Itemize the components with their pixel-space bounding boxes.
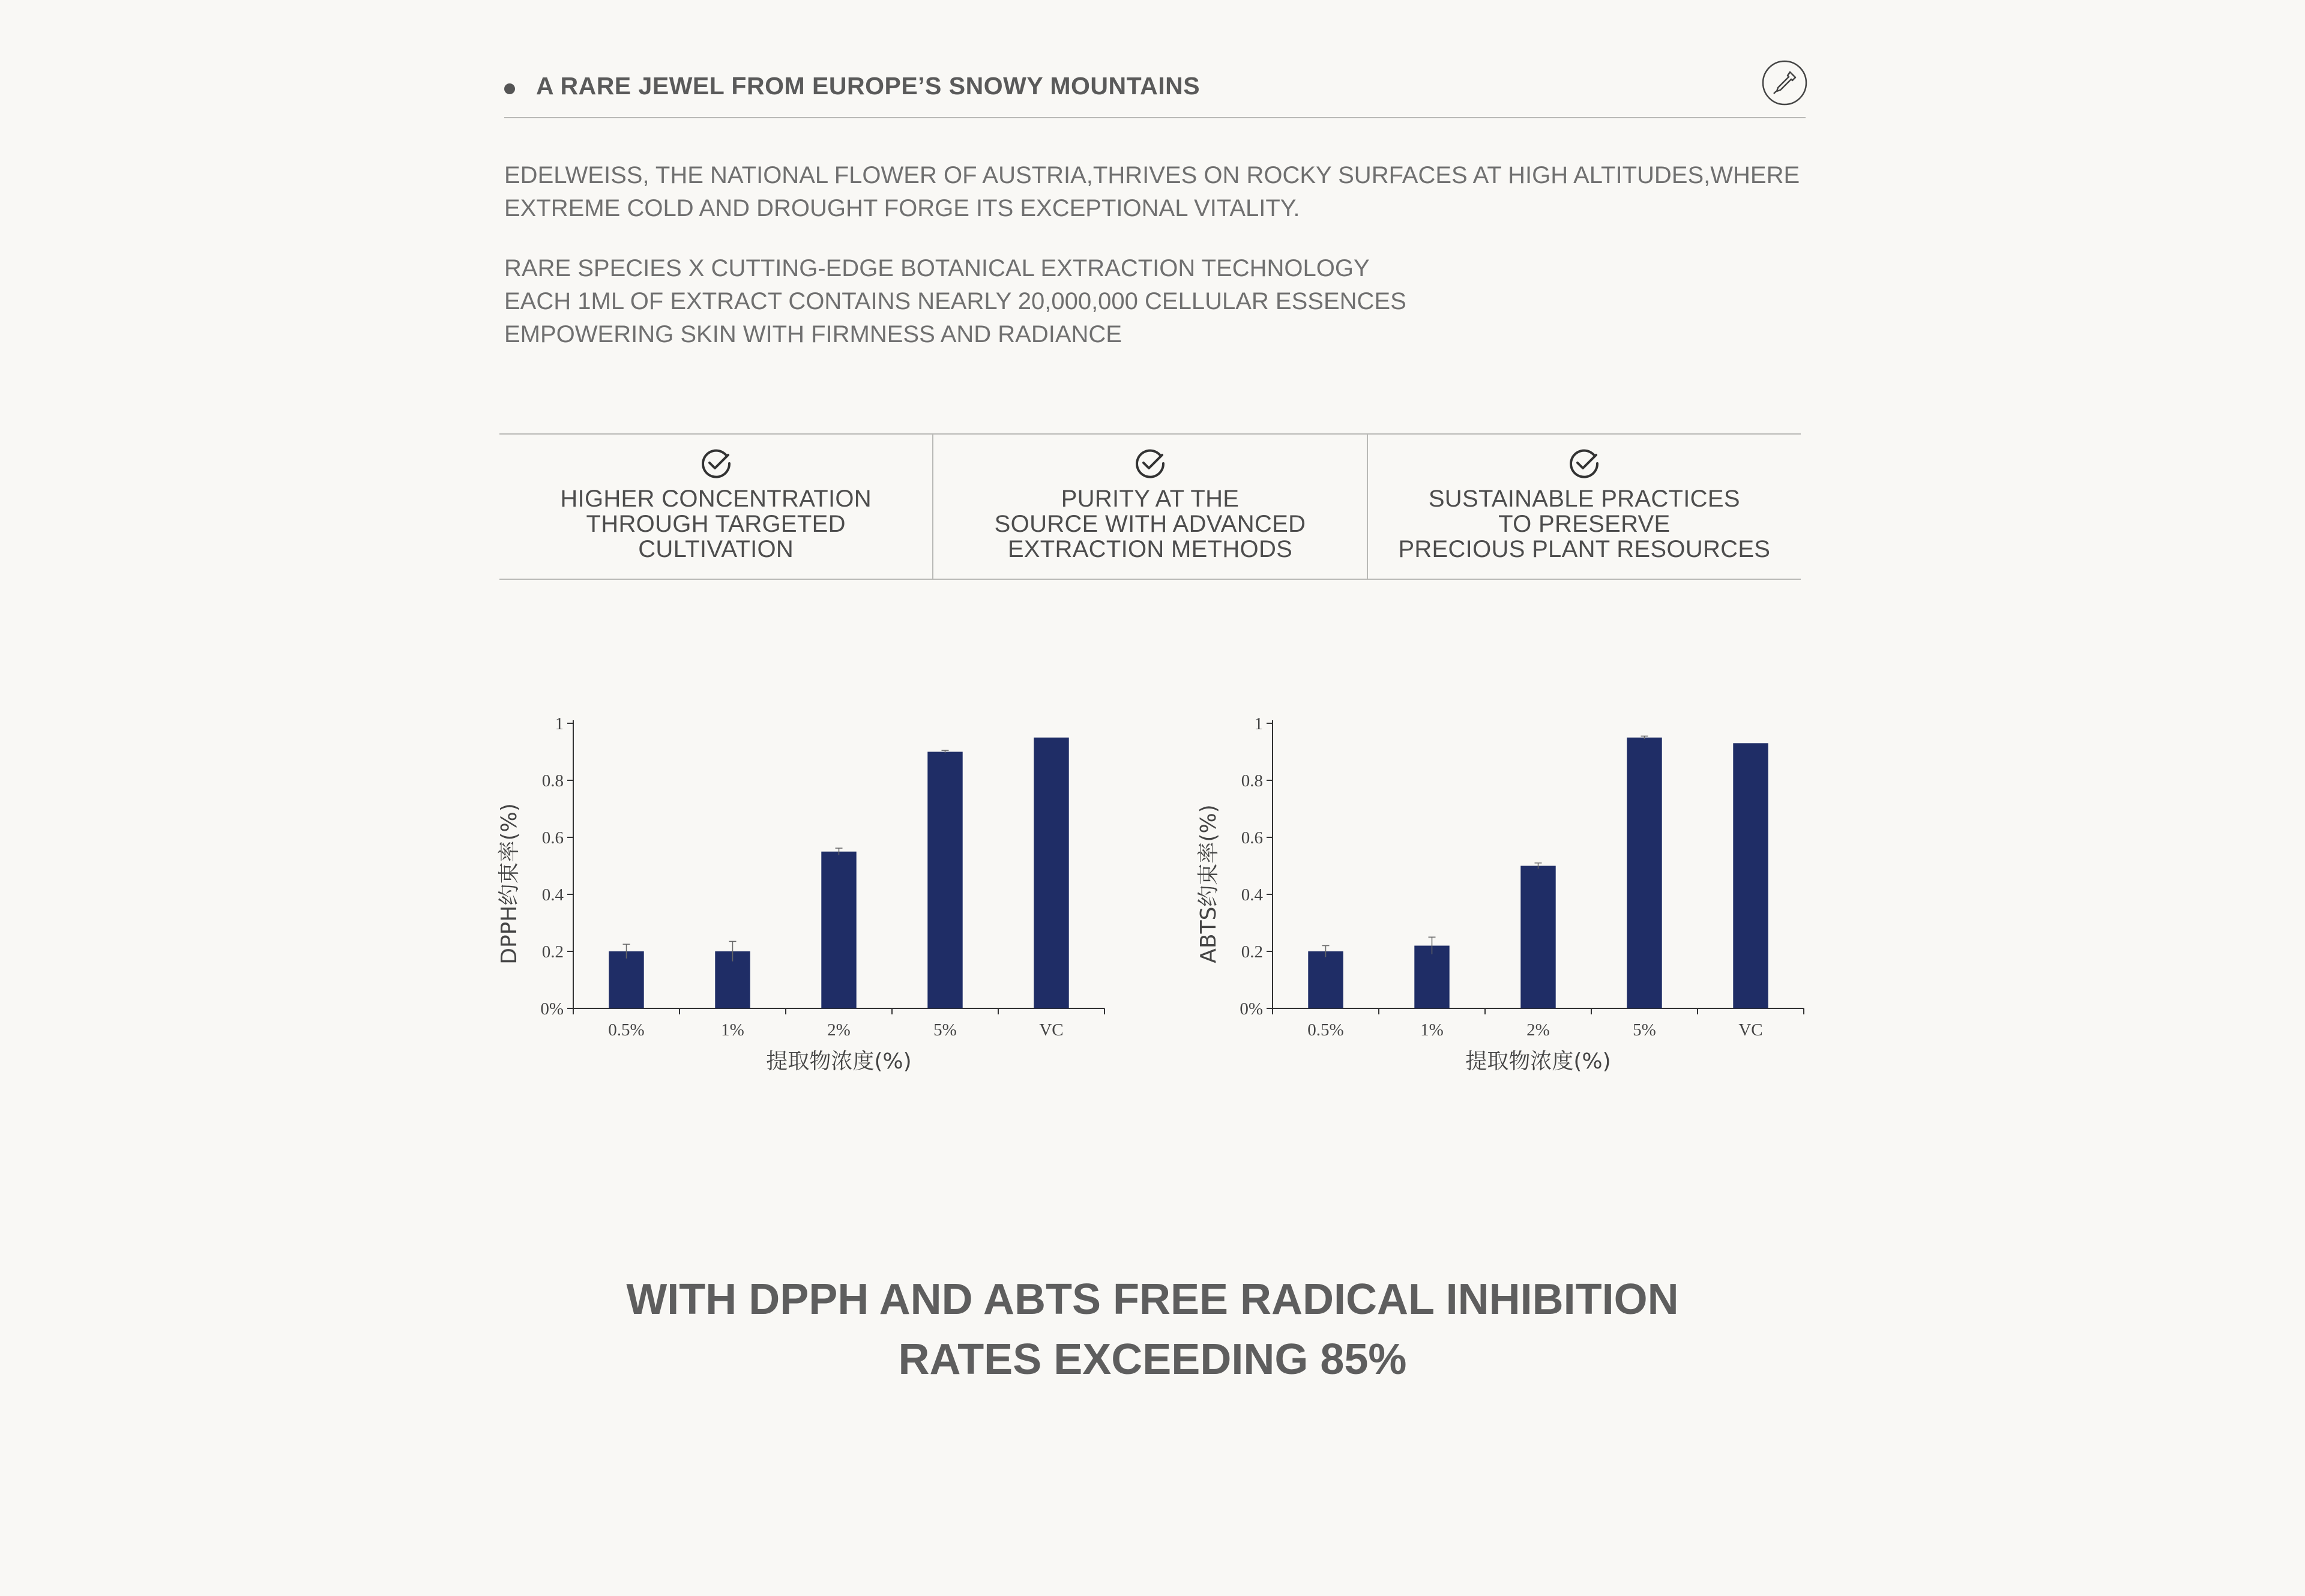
x-axis-label: 提取物浓度(%) <box>766 1049 912 1074</box>
x-tick-label: 0.5% <box>608 1020 645 1040</box>
features-row <box>499 433 1801 580</box>
y-tick-label: 0.6 <box>1241 828 1263 848</box>
conclusion-line: RATES EXCEEDING 85% <box>898 1336 1407 1384</box>
bar <box>1627 738 1662 1008</box>
x-tick-label: 5% <box>933 1020 957 1040</box>
conclusion-line: WITH DPPH AND ABTS FREE RADICAL INHIBITION <box>626 1275 1679 1323</box>
bar <box>821 852 856 1008</box>
intro-paragraph <box>504 159 1825 225</box>
dropper-icon <box>1762 60 1807 106</box>
x-axis-label: 提取物浓度(%) <box>1465 1049 1611 1074</box>
tech-line: EMPOWERING SKIN WITH FIRMNESS AND RADIANCE <box>504 321 1122 348</box>
y-tick-label: 0.2 <box>541 942 564 962</box>
x-tick-label: VC <box>1039 1020 1064 1040</box>
bar <box>1034 738 1068 1008</box>
bar <box>1414 946 1449 1009</box>
section-header <box>504 60 1806 118</box>
bar <box>1520 866 1555 1009</box>
y-tick-label: 0.6 <box>541 828 564 848</box>
x-tick-label: 0.5% <box>1307 1020 1344 1040</box>
feature-text-line: PURITY AT THE <box>1061 486 1240 512</box>
tech-line: RARE SPECIES X CUTTING-EDGE BOTANICAL EXTRACTION TECHNOLOGY <box>504 255 1370 282</box>
y-tick-label: 1 <box>555 714 564 733</box>
feature-concentration <box>499 435 932 579</box>
y-axis-label: DPPH约束率(%) <box>497 803 522 965</box>
bar <box>1308 951 1343 1008</box>
dpph-bar-chart <box>492 702 1183 1098</box>
conclusion-heading <box>0 1269 2305 1390</box>
feature-text-line: HIGHER CONCENTRATION <box>560 486 872 512</box>
x-tick-label: 1% <box>721 1020 744 1040</box>
intro-line: EDELWEISS, THE NATIONAL FLOWER OF AUSTRIA,THRIVES ON ROCKY SURFACES AT HIGH ALTITUDES,WHERE <box>504 162 1800 188</box>
x-tick-label: VC <box>1738 1020 1763 1040</box>
check-circle-icon <box>1567 447 1601 480</box>
feature-text-line: SOURCE WITH ADVANCED <box>994 511 1306 537</box>
x-tick-label: 1% <box>1420 1020 1444 1040</box>
bar <box>609 951 643 1008</box>
y-tick-label: 0.8 <box>1241 771 1263 790</box>
y-tick-label: 0.4 <box>1241 885 1263 905</box>
feature-text-line: SUSTAINABLE PRACTICES <box>1428 486 1740 512</box>
feature-text-line: THROUGH TARGETED <box>586 511 846 537</box>
y-tick-label: 1 <box>1254 714 1263 733</box>
x-tick-label: 2% <box>827 1020 851 1040</box>
feature-text-line: EXTRACTION METHODS <box>1007 536 1293 562</box>
x-tick-label: 2% <box>1526 1020 1550 1040</box>
abts-bar-chart <box>1192 702 1882 1098</box>
y-tick-label: 0% <box>1240 999 1263 1019</box>
technology-paragraph <box>504 252 1825 351</box>
y-tick-label: 0.8 <box>541 771 564 790</box>
bar <box>927 752 962 1009</box>
check-circle-icon <box>699 447 733 480</box>
dpph-chart-svg <box>492 702 1183 1098</box>
feature-text-line: TO PRESERVE <box>1498 511 1671 537</box>
abts-chart-svg <box>1192 702 1882 1098</box>
bar <box>1733 743 1768 1008</box>
x-tick-label: 5% <box>1633 1020 1656 1040</box>
y-axis-label: ABTS约束率(%) <box>1196 804 1221 963</box>
check-circle-icon <box>1133 447 1167 480</box>
tech-line: EACH 1ML OF EXTRACT CONTAINS NEARLY 20,000,000 CELLULAR ESSENCES <box>504 288 1406 315</box>
y-tick-label: 0.2 <box>1241 942 1263 962</box>
section-title: A RARE JEWEL FROM EUROPE’S SNOWY MOUNTAINS <box>536 72 1201 100</box>
feature-text-line: CULTIVATION <box>638 536 794 562</box>
intro-line: EXTREME COLD AND DROUGHT FORGE ITS EXCEPTIONAL VITALITY. <box>504 195 1300 221</box>
y-tick-label: 0% <box>540 999 564 1019</box>
feature-sustainable <box>1367 435 1801 579</box>
feature-text-line: PRECIOUS PLANT RESOURCES <box>1398 536 1771 562</box>
bullet-icon <box>504 83 515 94</box>
y-tick-label: 0.4 <box>541 885 564 905</box>
feature-purity <box>932 435 1366 579</box>
